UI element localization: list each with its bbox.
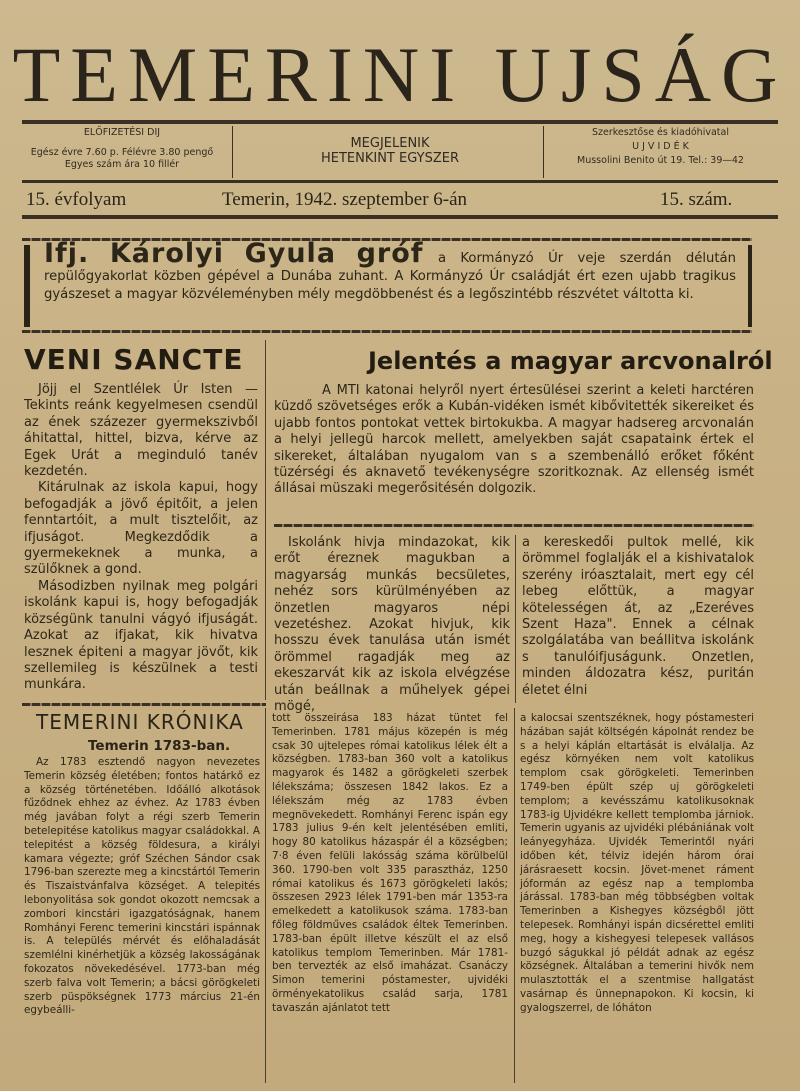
editorial-office-city: U J V I D É K [632, 141, 689, 152]
publication-line1: MEGJELENIK [350, 136, 430, 151]
info-separator-left [232, 126, 233, 178]
publication-line2: HETENKINT EGYSZER [320, 151, 459, 166]
column-divider-2 [515, 535, 516, 703]
editorial-office-address: Mussolini Benito út 19. Tel.: 39—42 [577, 155, 744, 166]
report-headline: Jelentés a magyar arcvonalról [368, 347, 773, 375]
column-divider-4 [514, 708, 515, 1083]
veni-paragraph-2: Kitárulnak az iskola kapui, hogy befogadják a jövő épitőit, a jelen fenntartóit, a mult tisztelőit, az ifjuságot. Megkezdődik a gyermekeknek a munka, a szülőknek a gond. [24, 480, 258, 578]
editorial-office-heading: Szerkesztőse és kiadóhivatal [592, 127, 729, 138]
chronicle-col2 [272, 712, 508, 1076]
obituary-notice [24, 238, 752, 327]
dateline-rule-bottom [22, 215, 778, 219]
column-divider-3 [265, 708, 266, 1083]
subscription-prices: Egész évre 7.60 p. Félévre 3.80 pengő [30, 147, 214, 158]
school-article-col1 [274, 535, 510, 715]
notice-bottom-rule [22, 330, 752, 333]
masthead-rule-top [22, 120, 778, 124]
chronicle-col1 [24, 756, 260, 1076]
veni-sancte-headline: VENI SANCTE [24, 343, 244, 376]
info-separator-right [543, 126, 544, 178]
school-text-1: Iskolánk hivja mindazokat, kik erőt éreznek magukban a magyarság munkás becsületes, nehéz sors kürülményében az önzetlen magyaros népi vezetéshez. Azokat hivjuk, kik hosszu évek tanulása után ismét örömmel ragadják meg az ekeszarvát kik az iskola elvégzése után beállnak a műhelyek gépei mögé, [274, 535, 510, 715]
chronicle-text-1: Az 1783 esztendő nagyon nevezetes Temerin község életében; fontos határkő ez a község történetében. Időálló alkotások fűződnek ehhez az évhez. Az 1783 évben még javában folyt a régi szerb Temerin betelepitése katolikus magyar családokkal. A telepitést a község földesura, a királyi kamara végezte; gróf Széchen Sándor csak 1796-ban szerezte meg a kincstártól Temerin és Tiszaistvánfalva községet. A telepités lebonyolitása sok gondot okozott nemcsak a zombori kincstári igazgatóságnak, hanem Romhányi Ferenc temerini kincstári ispánnak is. A település mérvét és előhaladását szemlélni kinérhetjük a község lakosságának fokozatos növekedésével. 1773-ban még szerb falva volt Temerin; a bácsi görögkeleti szerb püspökségnek 1773 március 21-én egybeálli- [24, 756, 260, 1017]
veni-paragraph-3: Másodizben nyilnak meg polgári iskolánk kapui is, hogy befogadják községünk tanulni vágyó ifjuságát. Azokat az ifjakat, kik hivatva lesznek épiteni a magyar jövőt, kik szellemileg is készülnek a testi munkára. [24, 578, 258, 693]
notice-title: Ifj. Károlyi Gyula gróf [44, 238, 424, 269]
chronicle-text-3: a kalocsai szentszéknek, hogy póstamesteri házában saját költségén kápolnát rendez be s a helyi káplán eltartását is elválalja. Az egész környéken nem volt katolikus templom csak görögkeleti. Temerinben 1749-ben épült szép uj görögkeleti templom; a kevésszámu katolikusoknak 1783-ig Ujvidékre kellett templomba járniok. Temerin ugyanis az ujvidéki plébániának volt leányegyháza. Ujvidék Temerintől nyári időben két, télviz idején három órai járásraesett kocsin. Jövet-menet ráment jóformán az egész nap a templomba járással. 1783-ban még többségben voltak Temerinben a Kishegyes községből jött telepesek. Romhányi ispán dicsérettel emliti meg, hogy a kishegyesi telepesek vallásos buzgó ságukkal jó példát adnak az egész községnek. Általában a temerini hivők nem mulasztották el a szentmise hallgatást vasárnap és ünnepnapokon. Ki kocsin, ki gyalogszerrel, de lóháton [520, 712, 754, 1014]
notice-text: a Kormányzó Úr veje szerdán délután repülőgyakorlat közben gépével a Dunába zuhant. A Kormányzó Úr családját ért ezen ujabb tragikus gyászeset a magyar közvéleményben mély megdöbbenést és a legőszintébb részvétet váltotta ki. [44, 251, 736, 302]
report-text: A MTI katonai helyről nyert értesülései szerint a keleti harctéren küzdő szövetséges erők a Kubán-vidéken ismét kibővitették sikereiket és ujabb fontos pontokat vettek birtokukba. A magyar hadsereg arcvonalán a helyi jellegü harcok mellett, amelyekben saját csapataink értek el sikereket, általában nyugalom van s a szembenálló erőket főként tüzérségi és aknavető tevékenységre szoritkoznak. Az ellenség ismét állásai müszaki megerősitésén dolgozik. [274, 383, 754, 497]
volume-label: 15. évfolyam [26, 189, 127, 210]
editorial-office-info [548, 127, 773, 167]
chronicle-subtitle: Temerin 1783-ban. [88, 738, 231, 754]
chronicle-title: TEMERINI KRÓNIKA [36, 710, 244, 734]
chronicle-col3 [520, 712, 754, 1076]
subscription-info [22, 127, 222, 171]
chronicle-top-rule [22, 703, 266, 706]
publication-info [240, 136, 540, 166]
veni-sancte-article [24, 382, 258, 722]
veni-paragraph-1: Jöjj el Szentlélek Úr Isten — Tekints reánk kegyelmesen csendül az ének százezer gyermekszivből áhitattal, hittel, bizva, kérve az Egek Urát a meginduló tanév kezdetén. [24, 382, 258, 480]
masthead-title: TEMERINI UJSÁG [12, 31, 788, 118]
school-article-col2 [522, 535, 754, 703]
chronicle-text-2: tott összeirása 183 házat tüntet fel Temerinben. 1781 május közepén is még csak 30 ujtelepes római katolikus lélek élt a községben. 1783-ban 360 volt a katolikus magyarok és 1482 a görögkeleti szerbek lélekszáma; összesen 1842 lakos. Ez a lélekszám még az 1783 évben megnövekedett. Romhányi Ferenc ispán egy 1783 julius 9-én kelt jelentésében emliti, hogy 80 katolikus házaspár él a községben; 7·8 éven felüli lakósság száma körülbelül 360. 1790-ben volt 335 parasztház, 1250 római katolikus és 1673 görögkeleti lakós; összesen 2923 lélek 1791-ben már 1353-ra emelkedett a katolikusok száma. 1783-ban főleg földműves családok éltek Temerinben. 1783-ban épült illetve készült el az első katolikus templom Temerinben. Már 1781-ben tervezték az első imaházat. Csanáczy Simon temerini póstamester, ujvidéki örményekatolikus család sarja, 1781 tavaszán ajánlatot tett [272, 712, 508, 1014]
school-text-2: a kereskedői pultok mellé, kik örömmel foglalják el a kishivatalok szerény iróasztalait, mert egy cél lebeg előttük, a magyar kötelességen át, az „Ezeréves Szent Haza". Ennek a célnak szolgálatába van beállitva iskolánk s tanulóifjuságunk. Onzetlen, minden áldozatra kész, puritán életet élni [522, 535, 754, 698]
single-issue-price: Egyes szám ára 10 fillér [64, 159, 180, 170]
column-divider-1 [265, 340, 266, 700]
subscription-heading: ELŐFIZETÉSI DIJ [83, 127, 161, 138]
notice-body [44, 238, 736, 304]
issue-number: 15. szám. [660, 189, 733, 210]
report-article [274, 383, 754, 523]
place-date: Temerin, 1942. szeptember 6-án [222, 189, 468, 210]
dateline-rule-top [22, 180, 778, 183]
report-bottom-rule [274, 524, 754, 527]
